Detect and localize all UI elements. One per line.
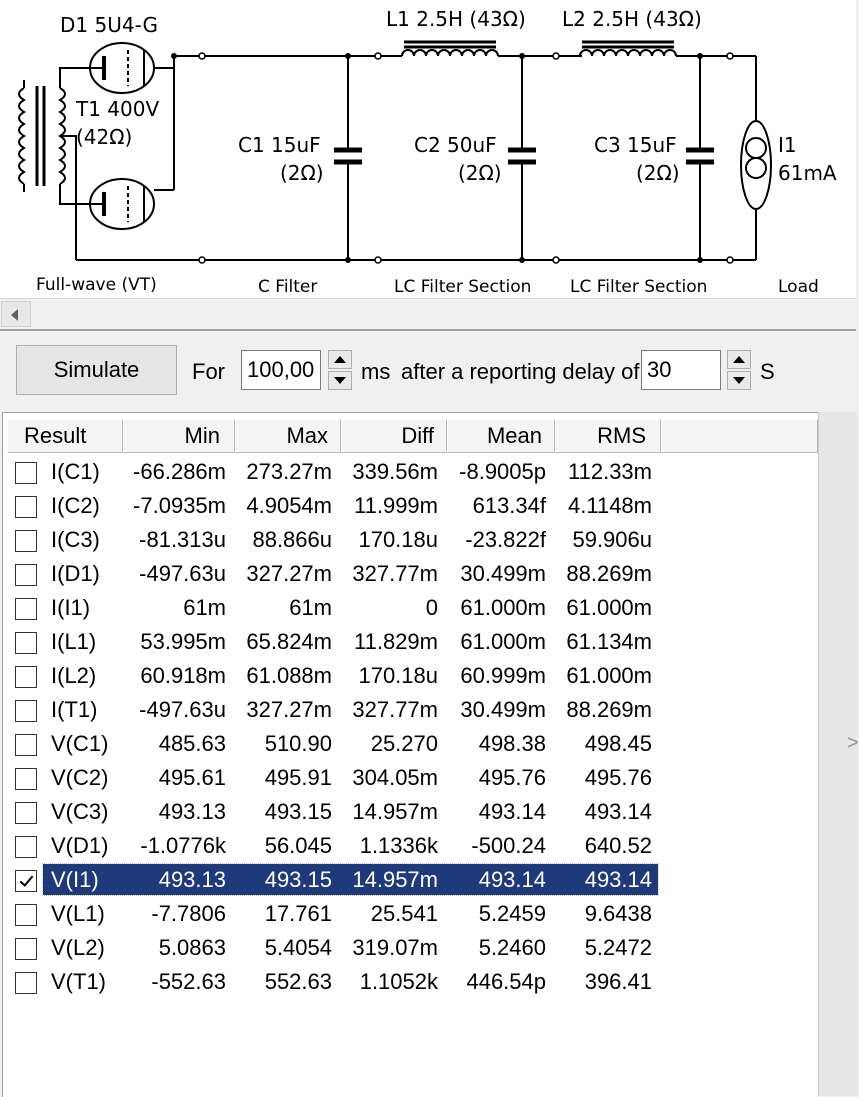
capacitor-c1-symbol <box>334 56 362 260</box>
spin-down-icon[interactable] <box>328 371 352 390</box>
table-row[interactable] <box>3 727 818 761</box>
i1-value: 61mA <box>778 161 837 185</box>
table-row[interactable] <box>3 931 818 965</box>
row-mean-value: 498.38 <box>478 731 546 756</box>
column-header-mean[interactable]: Mean <box>447 419 555 453</box>
scroll-left-arrow-icon[interactable] <box>1 301 31 327</box>
row-result-name: V(C3) <box>51 799 109 824</box>
row-rms-value: 5.2472 <box>584 935 652 960</box>
row-diff-value: 1.1052k <box>359 969 438 994</box>
inductor-l1-symbol <box>402 42 498 56</box>
after-delay-label: after a reporting delay of <box>401 359 640 384</box>
delay-input[interactable]: 30 <box>641 350 721 390</box>
row-result-name: V(D1) <box>51 833 109 858</box>
l2-label: L2 2.5H (43Ω) <box>562 7 702 31</box>
row-mean-value: 5.2460 <box>478 935 546 960</box>
c1-resistance: (2Ω) <box>280 161 324 185</box>
c2-resistance: (2Ω) <box>458 161 502 185</box>
row-checkbox[interactable] <box>15 938 37 960</box>
row-result-name: I(L2) <box>51 663 97 688</box>
row-max-value: 65.824m <box>246 629 332 654</box>
row-max-value: 4.9054m <box>246 493 332 518</box>
row-min-value: 5.0863 <box>158 935 226 960</box>
current-source-i1-symbol <box>741 121 771 209</box>
row-rms-value: 61.000m <box>566 595 652 620</box>
for-label: For <box>192 359 225 384</box>
l1-label: L1 2.5H (43Ω) <box>386 7 526 31</box>
table-row[interactable] <box>3 625 818 659</box>
row-checkbox[interactable] <box>15 564 37 586</box>
table-row[interactable] <box>3 863 818 897</box>
capacitor-c2-symbol <box>508 56 536 260</box>
row-checkbox[interactable] <box>15 496 37 518</box>
row-diff-value: 170.18u <box>358 527 438 552</box>
row-max-value: 493.15 <box>264 867 332 892</box>
row-mean-value: -23.822f <box>465 527 546 552</box>
table-row[interactable] <box>3 693 818 727</box>
duration-input[interactable]: 100,00 <box>241 350 321 390</box>
row-max-value: 273.27m <box>246 459 332 484</box>
row-min-value: 61m <box>183 595 226 620</box>
table-row[interactable] <box>3 795 818 829</box>
d1-label: D1 5U4-G <box>60 13 159 37</box>
section-label-lc-2: LC Filter Section <box>570 277 708 297</box>
column-header-max[interactable]: Max <box>235 419 341 453</box>
row-diff-value: 1.1336k <box>359 833 438 858</box>
row-mean-value: 30.499m <box>460 697 546 722</box>
row-result-name: V(L2) <box>51 935 105 960</box>
delay-spinner[interactable] <box>727 350 751 390</box>
row-mean-value: -8.9005p <box>459 459 546 484</box>
row-mean-value: 30.499m <box>460 561 546 586</box>
row-diff-value: 25.270 <box>370 731 438 756</box>
c2-label: C2 50uF <box>414 133 497 157</box>
row-diff-value: 25.541 <box>370 901 438 926</box>
row-mean-value: 446.54p <box>466 969 546 994</box>
row-diff-value: 0 <box>425 595 438 620</box>
capacitor-c3-symbol <box>686 56 714 260</box>
row-checkbox[interactable] <box>15 632 37 654</box>
row-max-value: 327.27m <box>246 561 332 586</box>
ms-label: ms <box>361 359 391 384</box>
c3-label: C3 15uF <box>594 133 677 157</box>
row-max-value: 552.63 <box>264 969 332 994</box>
row-checkbox[interactable] <box>15 598 37 620</box>
row-rms-value: 495.76 <box>584 765 652 790</box>
table-row[interactable] <box>3 455 818 489</box>
row-checkbox[interactable] <box>15 700 37 722</box>
column-header-min[interactable]: Min <box>123 419 235 453</box>
table-row[interactable] <box>3 489 818 523</box>
row-mean-value: 60.999m <box>460 663 546 688</box>
row-mean-value: 5.2459 <box>478 901 546 926</box>
schematic-canvas <box>0 0 856 298</box>
row-result-name: I(C3) <box>51 527 100 552</box>
row-rms-value: 88.269m <box>566 561 652 586</box>
table-row[interactable] <box>3 897 818 931</box>
row-rms-value: 61.134m <box>566 629 652 654</box>
row-checkbox[interactable] <box>15 802 37 824</box>
section-label-c-filter: C Filter <box>258 277 318 297</box>
row-min-value: 60.918m <box>140 663 226 688</box>
column-header-diff[interactable]: Diff <box>341 419 447 453</box>
c3-resistance: (2Ω) <box>636 161 680 185</box>
row-max-value: 88.866u <box>252 527 332 552</box>
diode-d1-lower-tube <box>90 179 174 229</box>
row-max-value: 17.761 <box>264 901 332 926</box>
row-result-name: I(D1) <box>51 561 100 586</box>
table-row[interactable] <box>3 965 818 999</box>
row-checkbox[interactable] <box>15 530 37 552</box>
i1-label: I1 <box>778 133 797 157</box>
row-mean-value: 493.14 <box>478 799 546 824</box>
row-max-value: 5.4054 <box>264 935 332 960</box>
section-label-lc-1: LC Filter Section <box>394 277 532 297</box>
row-checkbox[interactable] <box>15 734 37 756</box>
c1-label: C1 15uF <box>238 133 321 157</box>
row-min-value: 493.13 <box>158 867 226 892</box>
spin-up-icon[interactable] <box>328 350 352 369</box>
row-result-name: I(C2) <box>51 493 100 518</box>
row-min-value: -7.0935m <box>133 493 226 518</box>
row-min-value: 485.63 <box>158 731 226 756</box>
row-diff-value: 304.05m <box>352 765 438 790</box>
row-checkbox[interactable] <box>15 768 37 790</box>
row-mean-value: 493.14 <box>478 867 546 892</box>
row-diff-value: 14.957m <box>352 799 438 824</box>
row-rms-value: 88.269m <box>566 697 652 722</box>
inductor-l2-symbol <box>580 42 676 56</box>
row-selection-highlight <box>43 864 658 895</box>
table-row[interactable] <box>3 829 818 863</box>
circuit-schematic[interactable] <box>0 0 856 298</box>
spin-down-icon[interactable] <box>727 371 751 390</box>
row-max-value: 61.088m <box>246 663 332 688</box>
simulation-toolbar <box>0 331 856 411</box>
row-min-value: 53.995m <box>140 629 226 654</box>
row-min-value: -7.7806 <box>151 901 226 926</box>
schematic-horizontal-scrollbar[interactable] <box>0 298 856 329</box>
section-label-fullwave: Full-wave (VT) <box>36 275 157 295</box>
row-rms-value: 9.6438 <box>584 901 652 926</box>
row-rms-value: 4.1148m <box>568 493 652 518</box>
row-diff-value: 319.07m <box>352 935 438 960</box>
simulate-button[interactable]: Simulate <box>16 345 177 395</box>
column-header-result[interactable]: Result <box>7 419 123 453</box>
diode-d1-upper-tube <box>90 43 174 93</box>
row-result-name: V(C1) <box>51 731 109 756</box>
t1-label: T1 400V <box>76 97 160 121</box>
row-checkbox[interactable] <box>15 666 37 688</box>
row-result-name: V(L1) <box>51 901 105 926</box>
s-label: S <box>760 359 775 384</box>
row-max-value: 493.15 <box>264 799 332 824</box>
row-result-name: I(L1) <box>51 629 97 654</box>
row-result-name: V(C2) <box>51 765 109 790</box>
row-min-value: -81.313u <box>139 527 226 552</box>
row-result-name: V(T1) <box>51 969 106 994</box>
row-result-name: I(T1) <box>51 697 98 722</box>
row-rms-value: 498.45 <box>584 731 652 756</box>
row-checkbox[interactable] <box>15 836 37 858</box>
column-header-filler <box>661 419 818 453</box>
section-label-load: Load <box>778 277 819 297</box>
row-max-value: 61m <box>289 595 332 620</box>
table-row[interactable] <box>3 659 818 693</box>
row-max-value: 327.27m <box>246 697 332 722</box>
row-result-name: I(C1) <box>51 459 100 484</box>
row-min-value: -552.63 <box>151 969 226 994</box>
row-diff-value: 327.77m <box>352 561 438 586</box>
row-result-name: V(I1) <box>51 867 99 892</box>
duration-spinner[interactable] <box>328 350 352 390</box>
row-rms-value: 112.33m <box>568 459 652 484</box>
row-result-name: I(I1) <box>51 595 91 620</box>
row-diff-value: 327.77m <box>352 697 438 722</box>
row-rms-value: 61.000m <box>566 663 652 688</box>
results-side-panel <box>818 412 857 1096</box>
row-diff-value: 339.56m <box>352 459 438 484</box>
row-mean-value: 61.000m <box>460 595 546 620</box>
row-min-value: -66.286m <box>133 459 226 484</box>
table-row[interactable] <box>3 591 818 625</box>
row-min-value: -497.63u <box>139 697 226 722</box>
collapse-chevron-icon[interactable]: > <box>847 732 859 754</box>
row-mean-value: -500.24 <box>471 833 546 858</box>
spin-up-icon[interactable] <box>727 350 751 369</box>
row-checkbox[interactable] <box>15 904 37 926</box>
t1-resistance: (42Ω) <box>76 125 133 149</box>
row-rms-value: 396.41 <box>584 969 652 994</box>
row-max-value: 495.91 <box>264 765 332 790</box>
row-rms-value: 493.14 <box>584 867 652 892</box>
row-min-value: -1.0776k <box>140 833 226 858</box>
table-row[interactable] <box>3 523 818 557</box>
row-diff-value: 11.829m <box>354 629 438 654</box>
row-max-value: 56.045 <box>264 833 332 858</box>
row-checkbox[interactable] <box>15 972 37 994</box>
table-row[interactable] <box>3 761 818 795</box>
row-diff-value: 170.18u <box>358 663 438 688</box>
table-row[interactable] <box>3 557 818 591</box>
row-min-value: 493.13 <box>158 799 226 824</box>
row-rms-value: 493.14 <box>584 799 652 824</box>
column-header-rms[interactable]: RMS <box>555 419 661 453</box>
results-table[interactable] <box>2 412 818 1097</box>
row-diff-value: 14.957m <box>352 867 438 892</box>
row-mean-value: 495.76 <box>478 765 546 790</box>
row-min-value: 495.61 <box>158 765 226 790</box>
table-header <box>3 416 818 450</box>
row-max-value: 510.90 <box>264 731 332 756</box>
row-mean-value: 61.000m <box>460 629 546 654</box>
row-rms-value: 59.906u <box>572 527 652 552</box>
row-rms-value: 640.52 <box>584 833 652 858</box>
row-diff-value: 11.999m <box>354 493 438 518</box>
row-checkbox[interactable] <box>15 870 37 892</box>
row-checkbox[interactable] <box>15 462 37 484</box>
row-min-value: -497.63u <box>139 561 226 586</box>
row-mean-value: 613.34f <box>472 493 546 518</box>
